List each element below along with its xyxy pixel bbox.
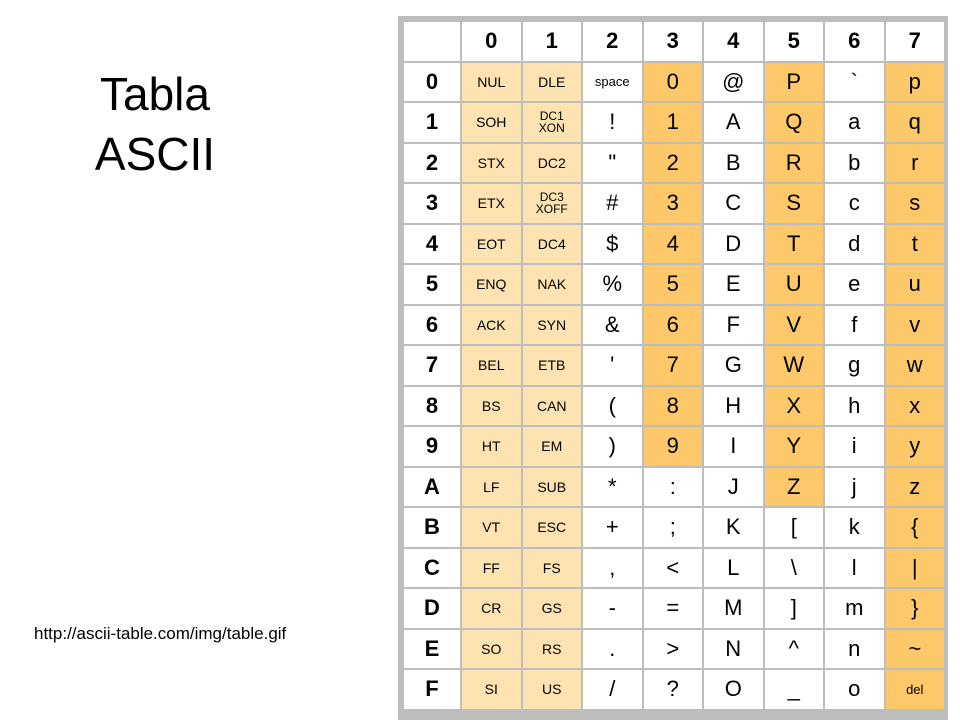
table-cell	[523, 103, 582, 142]
ascii-table	[402, 20, 946, 711]
slide-title: Tabla ASCII	[94, 68, 216, 180]
column-header: 6	[825, 22, 884, 61]
control-code-label: CAN	[536, 397, 567, 414]
control-code-label: SYN	[537, 316, 567, 333]
column-header: 1	[523, 22, 582, 61]
table-cell	[462, 144, 521, 183]
table-cell	[462, 508, 521, 547]
table-cell: i	[825, 427, 884, 466]
row-header: 0	[404, 63, 460, 102]
column-header: 7	[886, 22, 945, 61]
control-code-label: ETX	[477, 195, 505, 212]
table-cell	[462, 387, 521, 426]
row-header: D	[404, 589, 460, 628]
row-header: C	[404, 549, 460, 588]
table-row	[404, 508, 944, 547]
control-code-label: CR	[481, 600, 502, 617]
table-cell: K	[704, 508, 763, 547]
control-code-label: DC3 XOFF	[535, 190, 568, 217]
table-cell: !	[583, 103, 642, 142]
table-cell: Z	[765, 468, 824, 507]
table-cell	[462, 265, 521, 304]
header-row	[404, 22, 944, 61]
table-cell: 3	[644, 184, 703, 223]
control-code-label: STX	[477, 154, 505, 171]
table-cell: /	[583, 670, 642, 709]
table-cell: {	[886, 508, 945, 547]
table-cell: ]	[765, 589, 824, 628]
row-header: 1	[404, 103, 460, 142]
table-cell: -	[583, 589, 642, 628]
table-cell	[462, 225, 521, 264]
control-code-label: DC4	[537, 235, 566, 252]
table-row	[404, 387, 944, 426]
table-cell: \	[765, 549, 824, 588]
table-row	[404, 144, 944, 183]
table-cell: A	[704, 103, 763, 142]
table-cell: Y	[765, 427, 824, 466]
table-cell: del	[886, 670, 945, 709]
table-cell: _	[765, 670, 824, 709]
table-cell: =	[644, 589, 703, 628]
row-header: B	[404, 508, 460, 547]
table-cell: &	[583, 306, 642, 345]
table-cell: ^	[765, 630, 824, 669]
table-cell: P	[765, 63, 824, 102]
table-cell: 0	[644, 63, 703, 102]
control-code-label: DLE	[538, 73, 566, 90]
table-row	[404, 589, 944, 628]
table-cell: V	[765, 306, 824, 345]
row-header: 5	[404, 265, 460, 304]
table-cell: n	[825, 630, 884, 669]
table-cell: U	[765, 265, 824, 304]
table-cell: +	[583, 508, 642, 547]
control-code-label: LF	[483, 478, 500, 495]
table-cell: R	[765, 144, 824, 183]
control-code-label: SOH	[476, 114, 507, 131]
row-header: 7	[404, 346, 460, 385]
table-cell: v	[886, 306, 945, 345]
table-cell: z	[886, 468, 945, 507]
control-code-label: DC1 XON	[538, 109, 565, 136]
row-header: F	[404, 670, 460, 709]
column-header: 3	[644, 22, 703, 61]
table-cell: T	[765, 225, 824, 264]
table-cell	[523, 589, 582, 628]
control-code-label: NAK	[537, 276, 567, 293]
column-header: 4	[704, 22, 763, 61]
ascii-table-frame	[398, 16, 948, 720]
table-cell: L	[704, 549, 763, 588]
table-cell	[462, 427, 521, 466]
table-cell	[523, 225, 582, 264]
table-cell	[523, 346, 582, 385]
table-cell: '	[583, 346, 642, 385]
table-row	[404, 427, 944, 466]
table-cell	[462, 346, 521, 385]
table-cell: |	[886, 549, 945, 588]
table-cell: I	[704, 427, 763, 466]
column-header: 0	[462, 22, 521, 61]
table-cell: (	[583, 387, 642, 426]
table-cell: :	[644, 468, 703, 507]
table-row	[404, 184, 944, 223]
table-row	[404, 306, 944, 345]
table-cell: r	[886, 144, 945, 183]
table-body	[404, 63, 944, 709]
table-cell: p	[886, 63, 945, 102]
table-cell: o	[825, 670, 884, 709]
table-cell: ,	[583, 549, 642, 588]
control-code-label: ETB	[538, 357, 566, 374]
table-cell: w	[886, 346, 945, 385]
column-header: 5	[765, 22, 824, 61]
table-cell: O	[704, 670, 763, 709]
table-cell: m	[825, 589, 884, 628]
table-cell: h	[825, 387, 884, 426]
table-row	[404, 103, 944, 142]
table-cell	[523, 670, 582, 709]
table-cell: %	[583, 265, 642, 304]
control-code-label: SUB	[537, 478, 567, 495]
table-cell: 9	[644, 427, 703, 466]
control-code-label: GS	[541, 600, 562, 617]
table-row	[404, 549, 944, 588]
table-cell	[523, 630, 582, 669]
table-cell: Q	[765, 103, 824, 142]
table-cell: k	[825, 508, 884, 547]
control-code-label: VT	[482, 519, 501, 536]
table-row	[404, 346, 944, 385]
table-cell	[462, 184, 521, 223]
table-cell: W	[765, 346, 824, 385]
table-row	[404, 225, 944, 264]
table-cell: e	[825, 265, 884, 304]
table-cell	[462, 306, 521, 345]
table-cell: 8	[644, 387, 703, 426]
table-cell: @	[704, 63, 763, 102]
table-cell: b	[825, 144, 884, 183]
control-code-label: BS	[481, 397, 501, 414]
table-cell: 6	[644, 306, 703, 345]
table-cell	[462, 589, 521, 628]
table-cell: ~	[886, 630, 945, 669]
table-cell: F	[704, 306, 763, 345]
table-cell: l	[825, 549, 884, 588]
table-cell	[523, 144, 582, 183]
table-cell: G	[704, 346, 763, 385]
table-cell: ?	[644, 670, 703, 709]
table-row	[404, 265, 944, 304]
control-code-label: ENQ	[476, 276, 507, 293]
table-cell: .	[583, 630, 642, 669]
table-cell	[462, 103, 521, 142]
table-cell: #	[583, 184, 642, 223]
table-cell: $	[583, 225, 642, 264]
table-row	[404, 670, 944, 709]
table-cell: )	[583, 427, 642, 466]
table-cell: u	[886, 265, 945, 304]
control-code-label: SO	[481, 640, 502, 657]
table-cell: j	[825, 468, 884, 507]
table-cell: <	[644, 549, 703, 588]
table-cell: t	[886, 225, 945, 264]
table-cell: "	[583, 144, 642, 183]
table-cell: 5	[644, 265, 703, 304]
control-code-label: US	[542, 681, 562, 698]
table-cell	[462, 630, 521, 669]
table-cell	[462, 63, 521, 102]
table-cell: x	[886, 387, 945, 426]
control-code-label: RS	[542, 640, 562, 657]
source-url: http://ascii-table.com/img/table.gif	[34, 624, 287, 643]
table-cell	[523, 508, 582, 547]
control-code-label: EOT	[476, 235, 506, 252]
control-code-label: EM	[541, 438, 563, 455]
row-header: 2	[404, 144, 460, 183]
table-cell: E	[704, 265, 763, 304]
table-cell: M	[704, 589, 763, 628]
corner-cell	[404, 22, 460, 61]
table-row	[404, 630, 944, 669]
table-cell: q	[886, 103, 945, 142]
table-cell: S	[765, 184, 824, 223]
table-cell	[523, 427, 582, 466]
control-code-label: FF	[482, 559, 500, 576]
table-cell: N	[704, 630, 763, 669]
table-cell: [	[765, 508, 824, 547]
table-cell: *	[583, 468, 642, 507]
table-cell: `	[825, 63, 884, 102]
control-code-label: NUL	[477, 73, 506, 90]
control-code-label: HT	[481, 438, 501, 455]
row-header: 3	[404, 184, 460, 223]
table-cell	[523, 549, 582, 588]
table-cell: f	[825, 306, 884, 345]
table-cell: C	[704, 184, 763, 223]
table-cell	[462, 670, 521, 709]
column-header: 2	[583, 22, 642, 61]
table-cell: y	[886, 427, 945, 466]
table-cell	[523, 184, 582, 223]
row-header: 8	[404, 387, 460, 426]
row-header: 6	[404, 306, 460, 345]
table-row	[404, 468, 944, 507]
row-header: 4	[404, 225, 460, 264]
control-code-label: BEL	[478, 357, 505, 374]
table-cell: 2	[644, 144, 703, 183]
table-cell: 4	[644, 225, 703, 264]
table-cell: >	[644, 630, 703, 669]
table-cell: D	[704, 225, 763, 264]
table-cell: H	[704, 387, 763, 426]
table-cell	[523, 387, 582, 426]
table-cell: 7	[644, 346, 703, 385]
table-cell: space	[583, 63, 642, 102]
table-cell: s	[886, 184, 945, 223]
table-cell: a	[825, 103, 884, 142]
control-code-label: ACK	[476, 316, 506, 333]
table-cell: g	[825, 346, 884, 385]
table-cell: }	[886, 589, 945, 628]
row-header: 9	[404, 427, 460, 466]
table-cell	[523, 63, 582, 102]
table-cell	[462, 549, 521, 588]
row-header: E	[404, 630, 460, 669]
table-cell: ;	[644, 508, 703, 547]
table-cell: d	[825, 225, 884, 264]
control-code-label: FS	[542, 559, 561, 576]
control-code-label: DC2	[537, 154, 566, 171]
table-cell	[523, 306, 582, 345]
control-code-label: ESC	[537, 519, 567, 536]
control-code-label: SI	[484, 681, 498, 698]
row-header: A	[404, 468, 460, 507]
table-cell: X	[765, 387, 824, 426]
table-row	[404, 63, 944, 102]
table-cell	[523, 265, 582, 304]
table-cell: 1	[644, 103, 703, 142]
table-cell	[462, 468, 521, 507]
table-cell	[523, 468, 582, 507]
table-cell: J	[704, 468, 763, 507]
table-cell: B	[704, 144, 763, 183]
table-cell: c	[825, 184, 884, 223]
